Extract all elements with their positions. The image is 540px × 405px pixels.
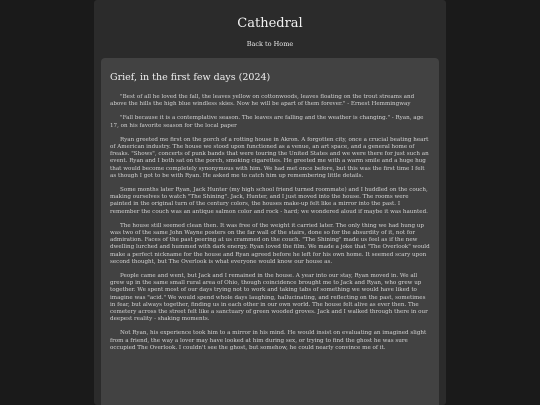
post-paragraph: "Best of all he loved the fall, the leaves yellow on cottonwoods, leaves floating on the trout streams and above the hills the high blue windless skies. Now he will be apart of them forever." - Ernest Hemmingway: [110, 94, 415, 108]
post-body: [110, 94, 431, 359]
post-card: [101, 58, 439, 405]
back-to-home-link[interactable]: Back to Home: [246, 40, 294, 48]
post-paragraph: Ryan greeted me first on the porch of a rotting house in Akron. A forgotten city, once a crucial beating heart of American industry. The house we stood upon functioned as a venue, an art space, and a general home of freaks. "Shows", concerts of punk bands that were touring the United States and we were there for just such an event. Ryan and I both sat on the porch, smoking cigarettes. He greeted me with a warm smile and a huge hug that would become completely synonymous with him. We had met once before, but this was the first time I felt as though I got to be with Ryan. He asked me to catch him up remembering little details.: [110, 136, 429, 179]
site-container: [94, 0, 446, 405]
post-paragraph: The house still seemed clean then. It was free of the weight it carried later. The only thing we had hung up was two of the same John Wayne posters on the far wall of the stairs, done so for the absurdity of it, not for admiration. Faces of the past peering at us crammed on the couch. "The Shining" made us feel as if the new dwelling lurched and hummed with dark energy. Ryan loved the film. We made a joke that "The Overlook" would make a perfect nickname for the house and Ryan agreed before he left for his own home. It seemed scary upon second thought, but The Overlook is what everyone would know our house as.: [110, 222, 430, 265]
post-paragraph: Not Ryan, his experience took him to a mirror in his mind. He would insist on evaluating an imagined slight from a friend, the way a lover may have looked at him during sex, or trying to find the ghost he was sure occupied The Overlook. I couldn't see the ghost, but somehow, he could nearly convince me of it.: [110, 330, 427, 351]
post-paragraph: People came and went, but Jack and I remained in the house. A year into our stay, Ryan moved in. We all grew up in the same small rural area of Ohio, though coincidence brought me to Jack and Ryan, who grew up together. We spent most of our days trying not to work and taking tabs of something we would have liked to imagine was "acid." We would spend whole days laughing, hallucinating, and reflecting on the past, sometimes in fear, but always together, finding us in each other in our own world. The house felt alive as ever then. The cemetery across the street felt like a sanctuary of green wooded groves. Jack and I walked through there in our deepest reality - shaking moments.: [110, 273, 428, 323]
post-paragraph: "Fall because it is a contemplative season. The leaves are falling and the weather is changing." - Ryan, age 17, on his favorite season for the local paper: [110, 115, 424, 129]
post-title: Grief, in the first few days (2024): [110, 72, 271, 83]
site-title: Cathedral: [237, 16, 303, 31]
post-paragraph: Some months later Ryan, Jack Hunter (my high school friend turned roommate) and I huddled on the couch, making ourselves to watch "The Shining". Jack, Hunter, and I just moved into the house. The rooms were painted in the original turn of the century colors, the houses make-up felt like a mirror into the past. I remember the couch was an antique salmon color and rock - hard; we wondered aloud if maybe it was haunted.: [110, 187, 428, 215]
